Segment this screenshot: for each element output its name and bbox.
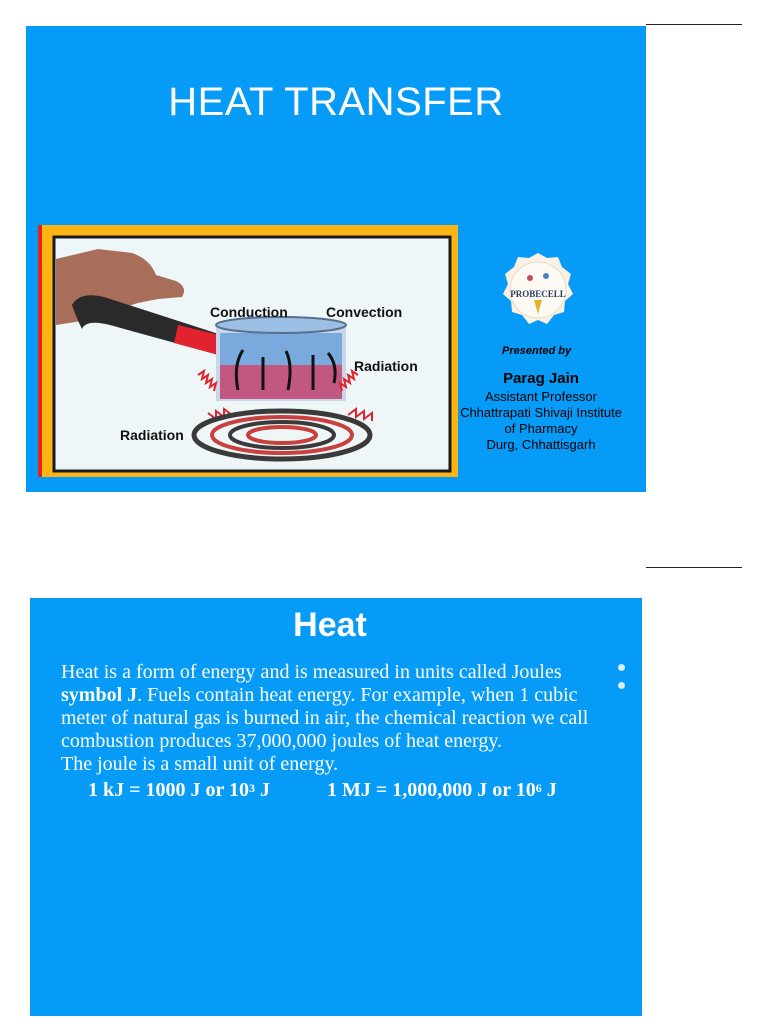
formula-megajoule bbox=[327, 779, 557, 802]
label-convection: Convection bbox=[326, 304, 403, 320]
top-divider-line bbox=[646, 24, 742, 25]
heat-transfer-illustration bbox=[38, 225, 458, 477]
formula-megajoule-text: 1 MJ = 1,000,000 J or 10 bbox=[327, 779, 536, 801]
paragraph-text-end: . Fuels contain heat energy. For example, when 1 cubic meter of natural gas is burned in air, the chemical reaction we call combustion produces 37,000,000 joules of heat energy. bbox=[61, 684, 589, 752]
presenter-institute-line2: of Pharmacy bbox=[504, 421, 578, 436]
label-radiation-right: Radiation bbox=[354, 358, 418, 374]
formula-megajoule-exponent: 6 bbox=[535, 781, 542, 795]
presenter-name: Parag Jain bbox=[503, 370, 579, 387]
logo-text: PROBECELL bbox=[510, 289, 566, 299]
formula-kilojoule-text: 1 kJ = 1000 J or 10 bbox=[88, 779, 250, 801]
middle-divider-line bbox=[646, 567, 742, 568]
paragraph-bold-symbol: symbol J bbox=[61, 684, 138, 706]
presented-by-label: Presented by bbox=[502, 345, 572, 357]
formula-kilojoule-exponent: 3 bbox=[249, 781, 256, 795]
paragraph-small-unit-line: The joule is a small unit of energy. bbox=[61, 753, 339, 775]
slide-heat-transfer bbox=[26, 26, 646, 492]
presenter-title: Assistant Professor bbox=[485, 389, 597, 404]
presenter-institute-line1: Chhattrapati Shivaji Institute bbox=[460, 405, 622, 420]
paragraph-text-start: Heat is a form of energy and is measured in units called Joules bbox=[61, 661, 562, 683]
slide-heat bbox=[30, 598, 642, 1016]
heat-paragraph bbox=[61, 661, 621, 776]
probecell-logo bbox=[500, 252, 576, 328]
formula-kilojoule-unit: J bbox=[255, 779, 271, 801]
label-conduction: Conduction bbox=[210, 304, 288, 320]
slide-title: Heat bbox=[293, 606, 367, 644]
label-radiation-left: Radiation bbox=[120, 427, 184, 443]
slide-title: HEAT TRANSFER bbox=[168, 80, 504, 124]
presenter-info bbox=[446, 370, 636, 453]
formula-megajoule-unit: J bbox=[541, 779, 557, 801]
formula-kilojoule bbox=[88, 779, 270, 802]
presenter-location: Durg, Chhattisgarh bbox=[486, 437, 596, 452]
decorative-dots bbox=[618, 658, 642, 694]
